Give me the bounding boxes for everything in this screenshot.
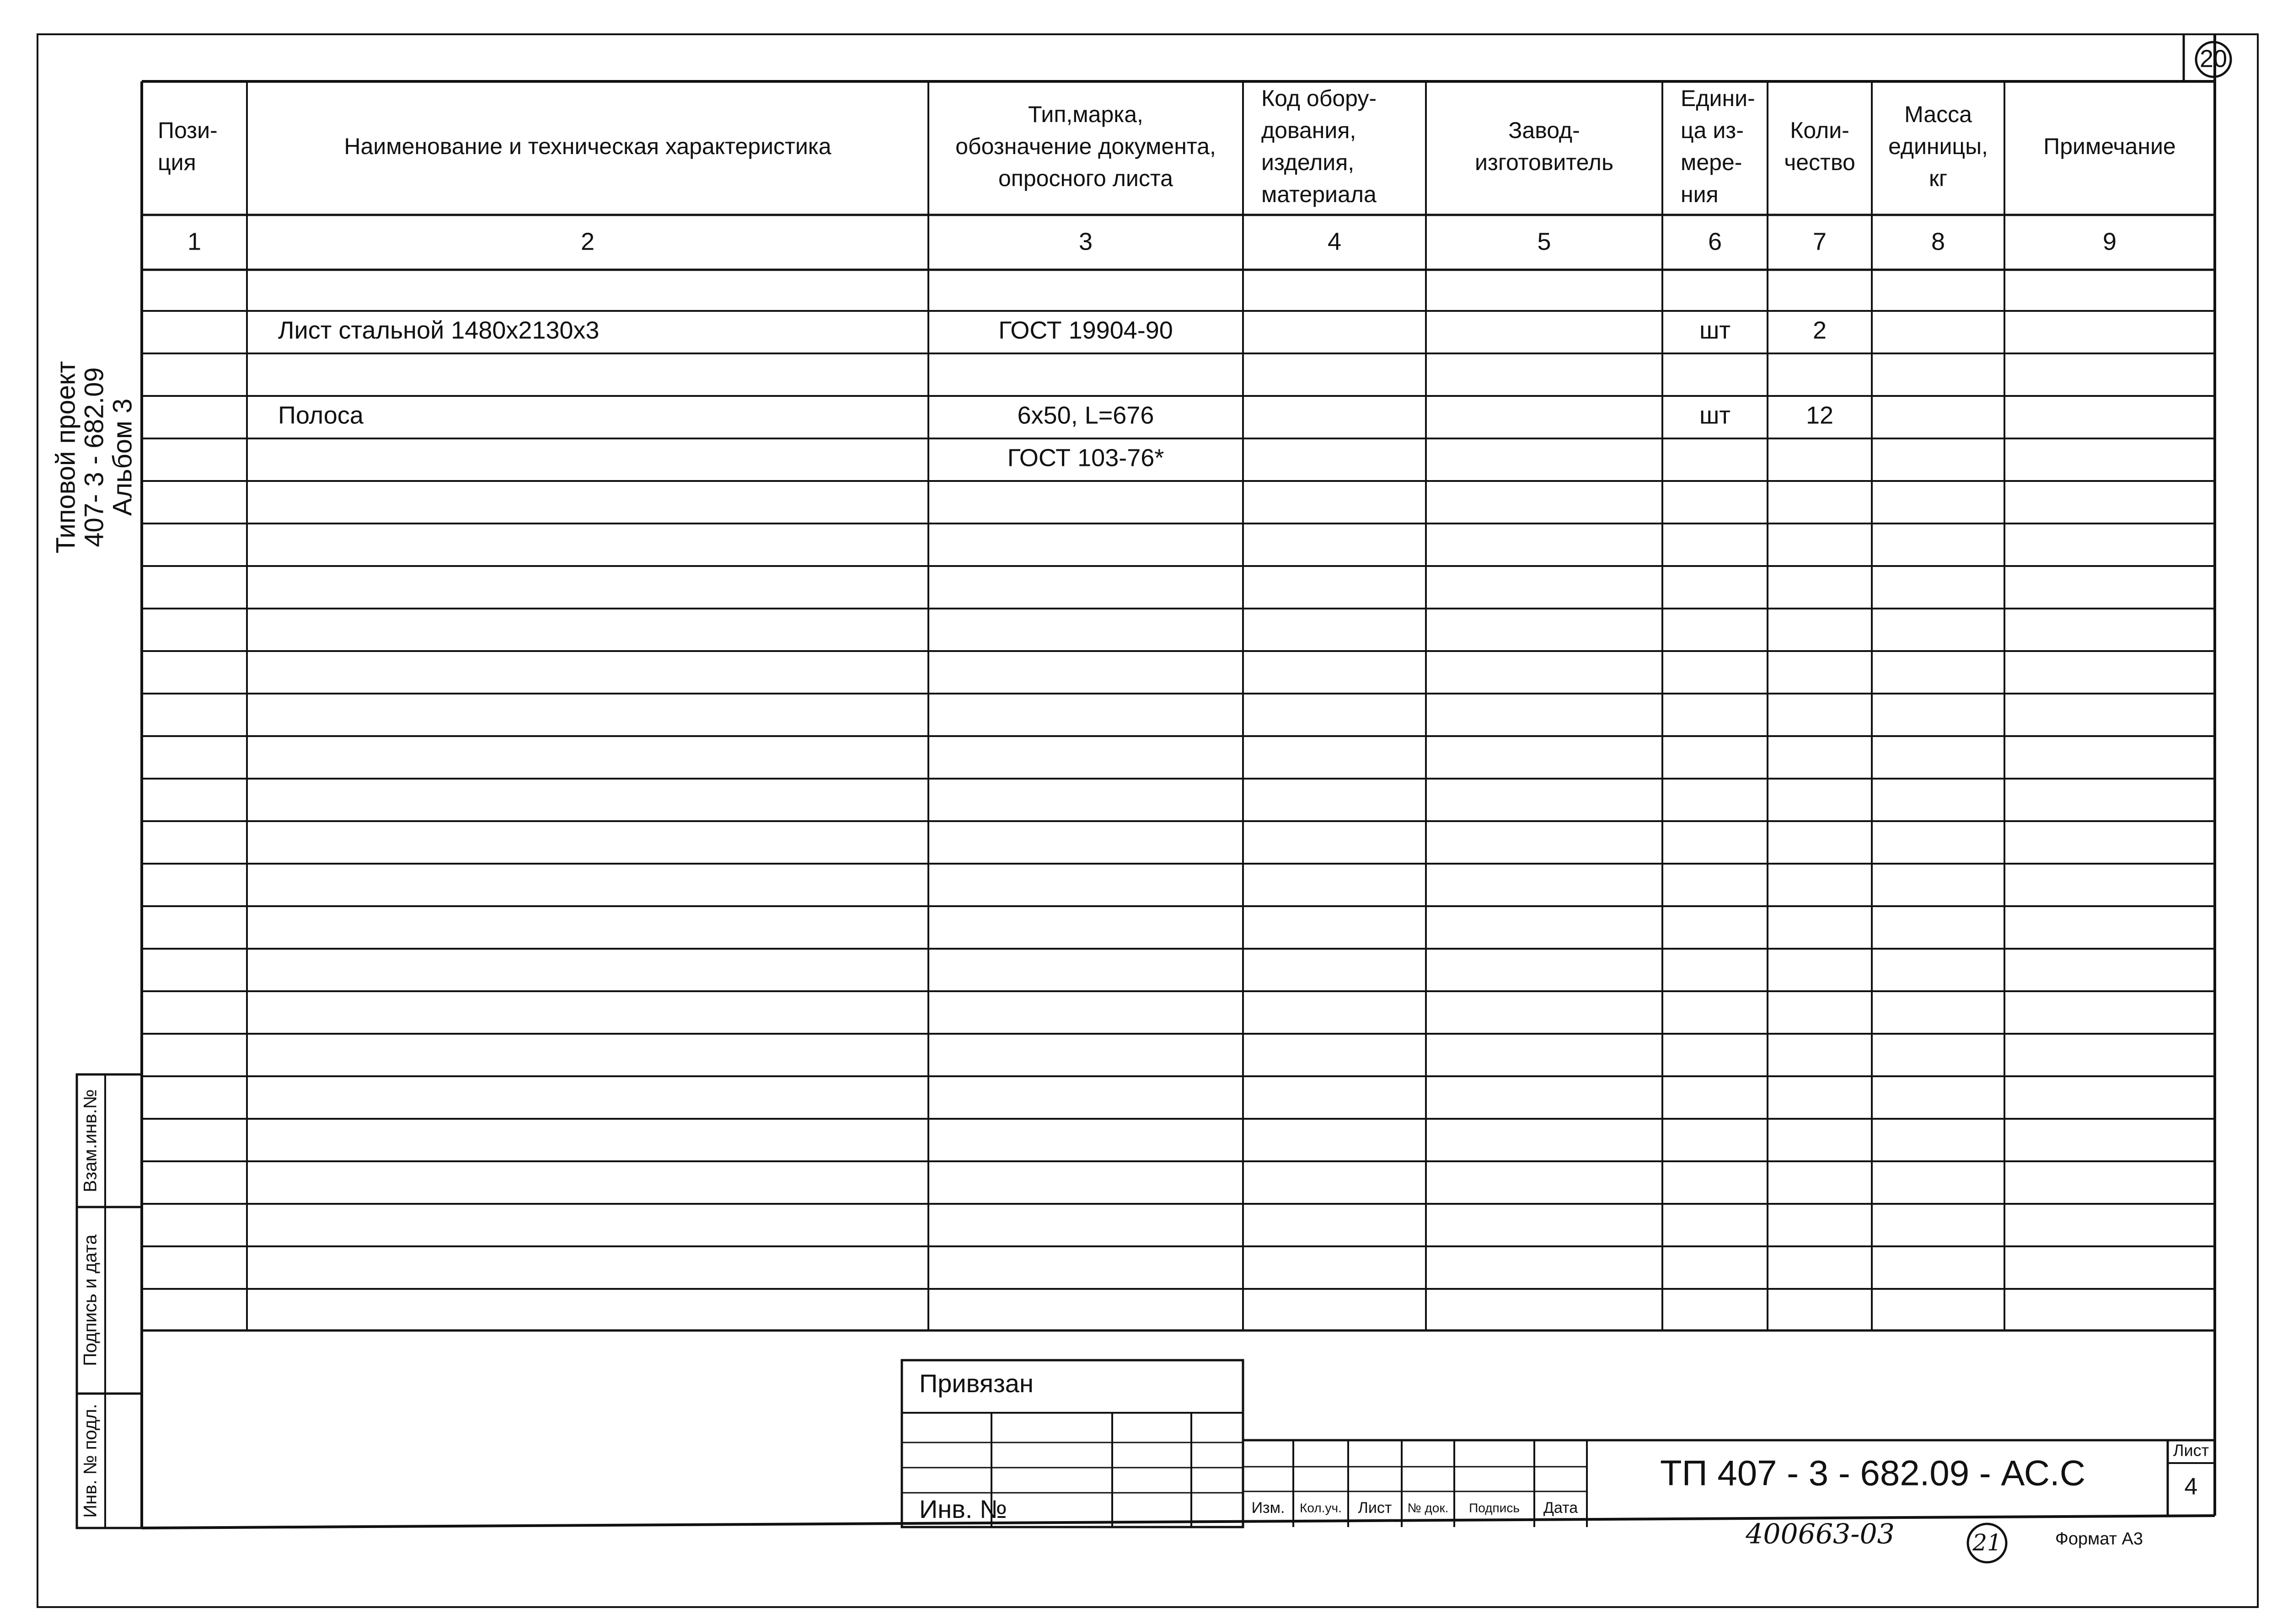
column-number: 5 — [1537, 228, 1551, 256]
archive-number: 400663-03 — [1746, 1518, 1895, 1550]
column-number: 8 — [1931, 228, 1945, 256]
header-cell-text: Тип,марка, — [1028, 102, 1143, 128]
column-number: 6 — [1708, 228, 1722, 256]
header-cell-text: опросного листа — [998, 166, 1173, 192]
column-number: 4 — [1327, 228, 1342, 256]
header-cell-text: Коли- — [1790, 118, 1849, 144]
left-margin-label: Подпись и дата — [80, 1234, 101, 1366]
table-cell: ГОСТ 103-76* — [1007, 444, 1164, 472]
header-cell-text: Пози- — [158, 118, 218, 144]
table-cell: 2 — [1812, 316, 1827, 344]
inv-number-label: Инв. № — [919, 1494, 1007, 1523]
header-cell-text: ция — [158, 150, 196, 176]
title-block-label: Изм. — [1251, 1499, 1285, 1517]
header-cell-text: кг — [1929, 166, 1948, 192]
header-cell-text: Масса — [1904, 102, 1972, 128]
column-number: 9 — [2102, 228, 2117, 256]
header-cell-text: единицы, — [1888, 134, 1988, 160]
sheet-badge-number: 20 — [2199, 45, 2228, 73]
sheet-label: Лист — [2173, 1441, 2209, 1460]
table-cell: шт — [1699, 316, 1731, 344]
column-number: 2 — [580, 228, 595, 256]
header-cell-text: Завод- — [1508, 118, 1580, 144]
column-number: 1 — [187, 228, 202, 256]
title-block-label: Кол.уч. — [1300, 1501, 1342, 1515]
header-cell-text: изготовитель — [1474, 150, 1614, 176]
sheet-number: 4 — [2184, 1473, 2198, 1500]
table-cell: шт — [1699, 401, 1731, 429]
header-cell-text: чество — [1784, 150, 1855, 176]
title-block-label: Лист — [1358, 1499, 1392, 1517]
column-number: 7 — [1812, 228, 1827, 256]
side-stamp-line: Типовой проект — [51, 361, 81, 554]
table-cell: 12 — [1806, 401, 1834, 429]
table-cell: 6х50, L=676 — [1017, 401, 1154, 429]
header-cell-text: обозначение документа, — [955, 134, 1216, 160]
title-block-label: Дата — [1543, 1499, 1578, 1517]
title-block-label: Подпись — [1469, 1501, 1520, 1515]
left-margin-label: Инв. № подл. — [80, 1404, 101, 1518]
table-cell: ГОСТ 19904-90 — [998, 316, 1173, 344]
page-circle-number: 21 — [1972, 1529, 2002, 1556]
header-cell-text: Едини- — [1681, 85, 1755, 112]
table-cell: Полоса — [278, 401, 364, 429]
header-cell-text: ца из- — [1681, 118, 1744, 144]
header-cell-text: мере- — [1681, 150, 1742, 176]
column-number: 3 — [1078, 228, 1093, 256]
drawing-designation: ТП 407 - 3 - 682.09 - АС.С — [1660, 1453, 2086, 1493]
side-stamp-line: Альбом 3 — [107, 398, 138, 516]
title-block-label: № док. — [1407, 1501, 1449, 1515]
header-cell-text: изделия, — [1261, 150, 1355, 176]
format-label: Формат А3 — [2055, 1529, 2143, 1549]
header-cell-text: материала — [1261, 182, 1377, 208]
privyazan-label: Привязан — [919, 1368, 1034, 1398]
side-stamp-line: 407- 3 - 682.09 — [79, 367, 109, 547]
header-cell-text: дования, — [1261, 118, 1356, 144]
header-cell-text: Код обору- — [1261, 85, 1377, 112]
left-margin-label: Взам.инв.№ — [80, 1089, 101, 1192]
table-cell: Лист стальной 1480х2130х3 — [278, 316, 600, 344]
header-cell-text: ния — [1681, 182, 1719, 208]
header-cell-text: Примечание — [2043, 134, 2176, 160]
header-cell-text: Наименование и техническая характеристика — [344, 134, 831, 160]
